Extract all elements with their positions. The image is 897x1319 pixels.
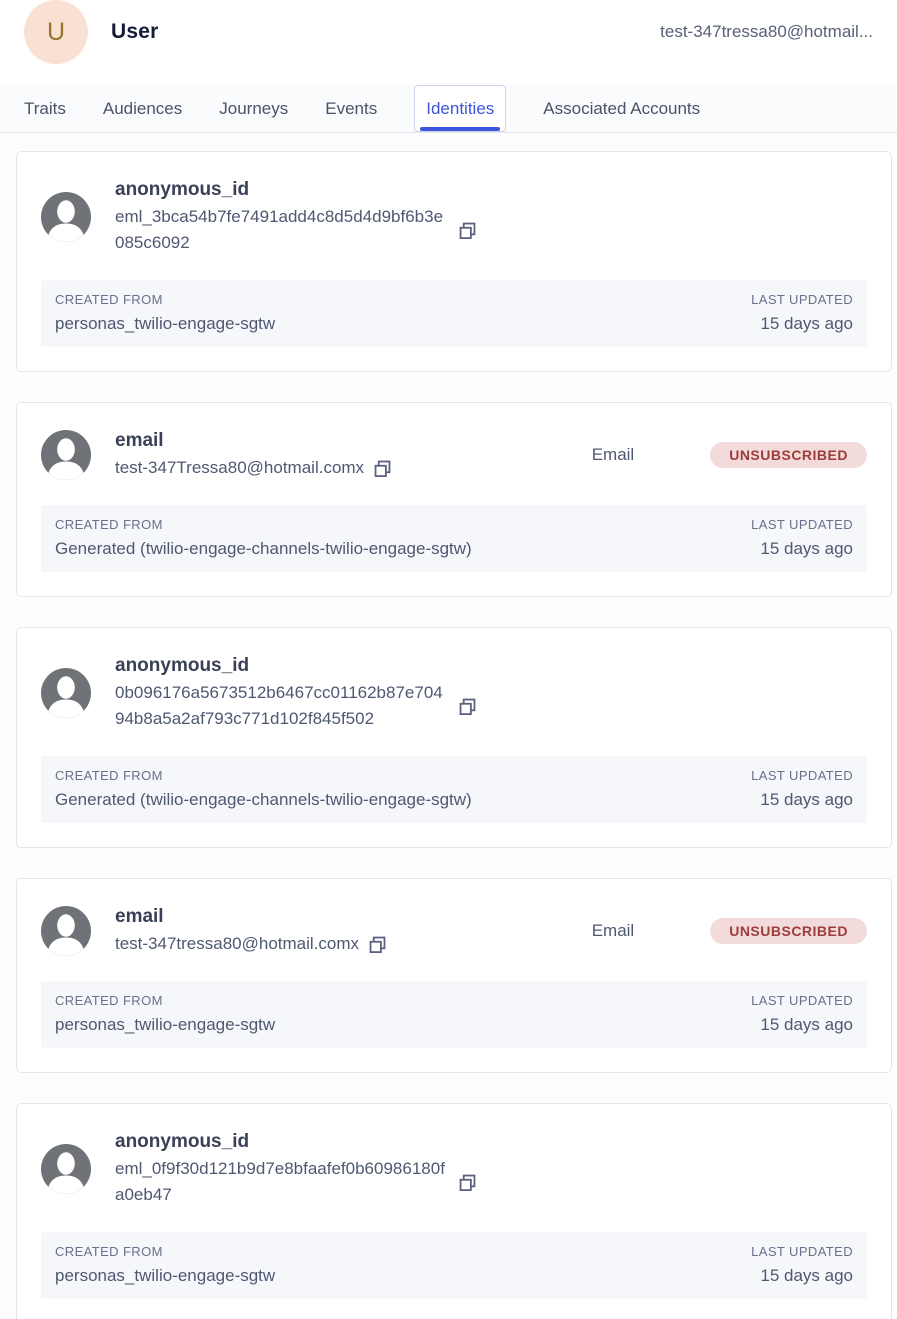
identity-value: eml_0f9f30d121b9d7e8bfaafef0b60986180fa0eb47	[115, 1159, 445, 1204]
tab-events[interactable]: Events	[325, 98, 378, 118]
last-updated-value: 15 days ago	[760, 539, 853, 558]
person-silhouette-icon	[41, 430, 91, 480]
person-silhouette-icon	[41, 192, 91, 242]
created-from-label: CREATED FROM	[55, 1244, 163, 1259]
identity-card	[16, 627, 892, 848]
last-updated-label: LAST UPDATED	[751, 517, 853, 532]
last-updated-label: LAST UPDATED	[751, 1244, 853, 1259]
channel-type-label: Email	[591, 921, 635, 940]
identity-card	[16, 151, 892, 372]
profile-header	[0, 0, 897, 85]
identities-list	[0, 133, 897, 1319]
last-updated-label: LAST UPDATED	[751, 993, 853, 1008]
subscription-status-badge: UNSUBSCRIBED	[710, 918, 867, 944]
created-from-label: CREATED FROM	[55, 993, 163, 1008]
identity-meta-strip	[41, 1232, 867, 1299]
identity-name: anonymous_id	[115, 179, 250, 200]
copy-icon	[373, 459, 392, 478]
copy-button[interactable]	[368, 935, 387, 954]
identity-meta-strip	[41, 505, 867, 572]
copy-icon	[458, 221, 477, 240]
last-updated-value: 15 days ago	[760, 1266, 853, 1285]
identity-meta-strip	[41, 280, 867, 347]
person-silhouette-icon	[41, 668, 91, 718]
profile-tabs-nav	[0, 85, 897, 133]
identity-name: email	[115, 430, 164, 451]
identity-name: anonymous_id	[115, 655, 250, 676]
channel-type-label: Email	[591, 445, 635, 464]
created-from-value: Generated (twilio-engage-channels-twilio-engage-sgtw)	[55, 790, 472, 809]
copy-button[interactable]	[458, 1173, 477, 1192]
tab-journeys[interactable]: Journeys	[219, 98, 289, 118]
identity-value: 0b096176a5673512b6467cc01162b87e70494b8a5a2af793c771d102f845f502	[115, 683, 443, 728]
identity-value: test-347tressa80@hotmail.comx	[115, 934, 360, 953]
copy-icon	[458, 1173, 477, 1192]
identity-name: anonymous_id	[115, 1131, 250, 1152]
identity-value: test-347Tressa80@hotmail.comx	[115, 458, 365, 477]
person-silhouette-icon	[41, 1144, 91, 1194]
subscription-status-badge: UNSUBSCRIBED	[710, 442, 867, 468]
copy-icon	[458, 697, 477, 716]
last-updated-label: LAST UPDATED	[751, 768, 853, 783]
tab-associated-accounts[interactable]: Associated Accounts	[543, 98, 701, 118]
last-updated-label: LAST UPDATED	[751, 292, 853, 307]
copy-button[interactable]	[373, 459, 392, 478]
created-from-value: Generated (twilio-engage-channels-twilio-engage-sgtw)	[55, 539, 472, 558]
page-title: User	[111, 20, 159, 43]
identity-meta-strip	[41, 981, 867, 1048]
person-silhouette-icon	[41, 906, 91, 956]
created-from-label: CREATED FROM	[55, 517, 163, 532]
last-updated-value: 15 days ago	[760, 314, 853, 333]
identity-card	[16, 1103, 892, 1319]
copy-button[interactable]	[458, 697, 477, 716]
copy-icon	[368, 935, 387, 954]
copy-button[interactable]	[458, 221, 477, 240]
identity-meta-strip	[41, 756, 867, 823]
tab-audiences[interactable]: Audiences	[102, 98, 183, 118]
created-from-value: personas_twilio-engage-sgtw	[55, 314, 276, 333]
identity-card	[16, 878, 892, 1073]
created-from-value: personas_twilio-engage-sgtw	[55, 1266, 276, 1285]
user-initial-avatar: U	[24, 0, 88, 64]
created-from-label: CREATED FROM	[55, 292, 163, 307]
tab-traits[interactable]: Traits	[24, 98, 66, 118]
last-updated-value: 15 days ago	[760, 1015, 853, 1034]
created-from-value: personas_twilio-engage-sgtw	[55, 1015, 276, 1034]
last-updated-value: 15 days ago	[760, 790, 853, 809]
identity-value: eml_3bca54b7fe7491add4c8d5d4d9bf6b3e085c6092	[115, 207, 444, 252]
tab-identities[interactable]: Identities	[414, 85, 506, 132]
identity-card	[16, 402, 892, 597]
profile-email: test-347tressa80@hotmail...	[660, 22, 873, 41]
identity-name: email	[115, 906, 164, 927]
created-from-label: CREATED FROM	[55, 768, 163, 783]
